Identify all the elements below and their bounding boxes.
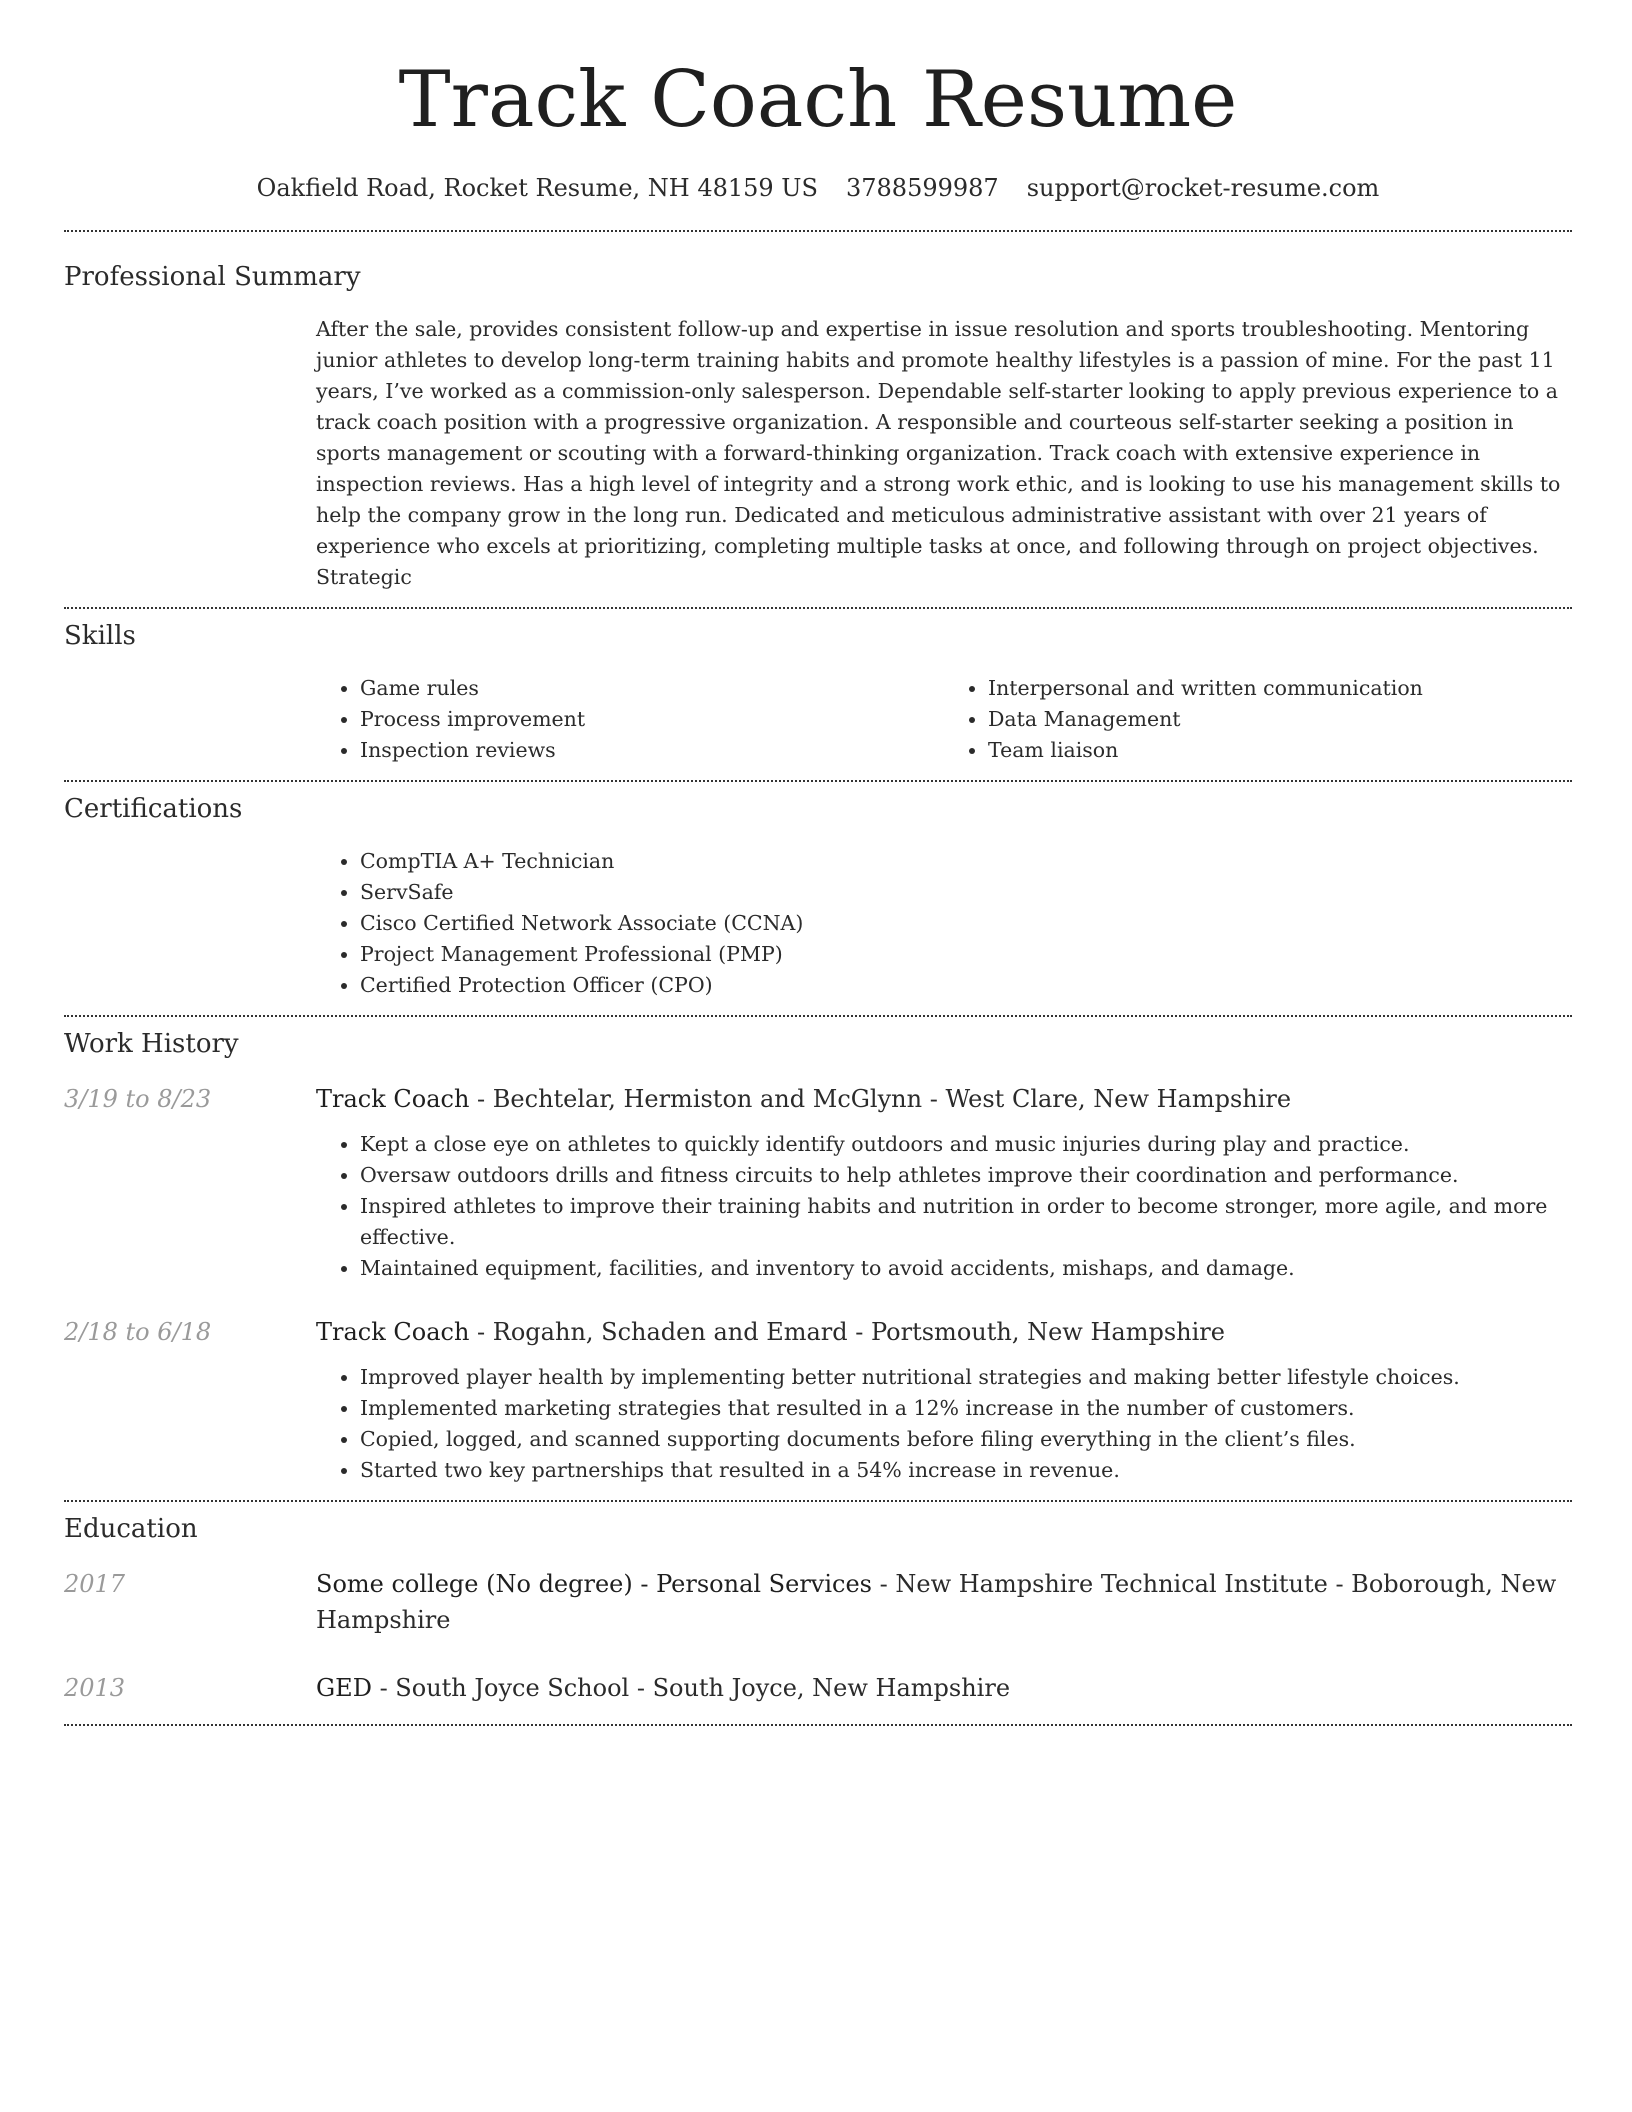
certification-item: • Certified Protection Officer (CPO) bbox=[360, 970, 1572, 1001]
certification-item: • Cisco Certified Network Associate (CCNA) bbox=[360, 908, 1572, 939]
skills-list-left bbox=[316, 673, 944, 766]
job-bullet: • Started two key partnerships that resulted in a 54% increase in revenue. bbox=[360, 1455, 1572, 1486]
contact-address: Oakfield Road, Rocket Resume, NH 48159 US bbox=[256, 174, 818, 202]
education-section bbox=[64, 1502, 1572, 1706]
contact-phone: 3788599987 bbox=[845, 174, 999, 202]
work-history-title: Work History bbox=[64, 1029, 239, 1059]
job-heading bbox=[316, 1314, 1572, 1350]
job-bullet: • Improved player health by implementing better nutritional strategies and making better lifestyle choices. bbox=[360, 1362, 1572, 1393]
job-bullet: • Kept a close eye on athletes to quickly identify outdoors and music injuries during play and practice. bbox=[360, 1129, 1572, 1160]
certifications-list bbox=[316, 846, 1572, 1001]
skill-item: • Team liaison bbox=[988, 735, 1572, 766]
summary-title: Professional Summary bbox=[64, 262, 361, 292]
contact-line bbox=[64, 170, 1572, 206]
skill-item: • Inspection reviews bbox=[360, 735, 944, 766]
job-entry bbox=[64, 1314, 1572, 1486]
job-dates: 3/19 to 8/23 bbox=[64, 1085, 212, 1113]
skills-title: Skills bbox=[64, 621, 136, 651]
skill-item: • Process improvement bbox=[360, 704, 944, 735]
work-history-section bbox=[64, 1017, 1572, 1486]
skills-section bbox=[64, 609, 1572, 766]
job-bullet: • Implemented marketing strategies that resulted in a 12% increase in the number of customers. bbox=[360, 1393, 1572, 1424]
resume-title: Track Coach Resume bbox=[398, 55, 1238, 145]
education-school-location: - New Hampshire Technical Institute - Boborough, New Hampshire bbox=[316, 1570, 1557, 1634]
job-bullet: • Copied, logged, and scanned supporting documents before filing everything in the client’s files. bbox=[360, 1424, 1572, 1455]
job-dates: 2/18 to 6/18 bbox=[64, 1318, 212, 1346]
certifications-section bbox=[64, 782, 1572, 1001]
job-entry bbox=[64, 1081, 1572, 1284]
certification-item: • ServSafe bbox=[360, 877, 1572, 908]
resume-page bbox=[64, 0, 1572, 1726]
job-heading bbox=[316, 1081, 1572, 1117]
job-employer-location: - Rogahn, Schaden and Emard - Portsmouth, New Hampshire bbox=[469, 1318, 1225, 1346]
education-heading bbox=[316, 1670, 1572, 1706]
skill-item: • Game rules bbox=[360, 673, 944, 704]
education-year: 2017 bbox=[64, 1570, 126, 1598]
resume-header bbox=[64, 0, 1572, 206]
skills-list-right bbox=[944, 673, 1572, 766]
job-role: Track Coach bbox=[316, 1318, 470, 1346]
education-school-location: - South Joyce School - South Joyce, New Hampshire bbox=[371, 1674, 1011, 1702]
education-title: Education bbox=[64, 1514, 198, 1544]
education-year: 2013 bbox=[64, 1674, 126, 1702]
education-entry bbox=[64, 1670, 1572, 1706]
education-degree: GED bbox=[316, 1674, 372, 1702]
job-bullets bbox=[316, 1129, 1572, 1284]
education-heading bbox=[316, 1566, 1572, 1638]
skill-item: • Interpersonal and written communication bbox=[988, 673, 1572, 704]
summary-text: After the sale, provides consistent follow-up and expertise in issue resolution and sports troubleshooting. Mentoring junior athletes to develop long-term training habits and promote healthy lifestyles is a passion of mine. For the past 11 years, I’ve worked as a commission-only salesperson. Dependable self-starter looking to apply previous experience to a track coach position with a progressive organization. A responsible and courteous self-starter seeking a position in sports management or scouting with a forward-thinking organization. Track coach with extensive experience in inspection reviews. Has a high level of integrity and a strong work ethic, and is looking to use his management skills to help the company grow in the long run. Dedicated and meticulous administrative assistant with over 21 years of experience who excels at prioritizing, completing multiple tasks at once, and following through on project objectives. Strategic bbox=[316, 317, 1561, 589]
certifications-title: Certifications bbox=[64, 794, 243, 824]
divider bbox=[64, 1724, 1572, 1726]
job-bullets bbox=[316, 1362, 1572, 1486]
job-role: Track Coach bbox=[316, 1085, 470, 1113]
skill-item: • Data Management bbox=[988, 704, 1572, 735]
contact-email[interactable]: support@rocket-resume.com bbox=[1026, 174, 1380, 202]
job-bullet: • Maintained equipment, facilities, and inventory to avoid accidents, mishaps, and damage. bbox=[360, 1253, 1572, 1284]
job-employer-location: - Bechtelar, Hermiston and McGlynn - West Clare, New Hampshire bbox=[469, 1085, 1292, 1113]
education-entry bbox=[64, 1566, 1572, 1638]
job-bullet: • Inspired athletes to improve their training habits and nutrition in order to become stronger, more agile, and more effective. bbox=[360, 1191, 1572, 1253]
education-degree: Some college (No degree) - Personal Services bbox=[316, 1570, 872, 1598]
certification-item: • CompTIA A+ Technician bbox=[360, 846, 1572, 877]
summary-section bbox=[64, 232, 1572, 593]
certification-item: • Project Management Professional (PMP) bbox=[360, 939, 1572, 970]
job-bullet: • Oversaw outdoors drills and fitness circuits to help athletes improve their coordination and performance. bbox=[360, 1160, 1572, 1191]
